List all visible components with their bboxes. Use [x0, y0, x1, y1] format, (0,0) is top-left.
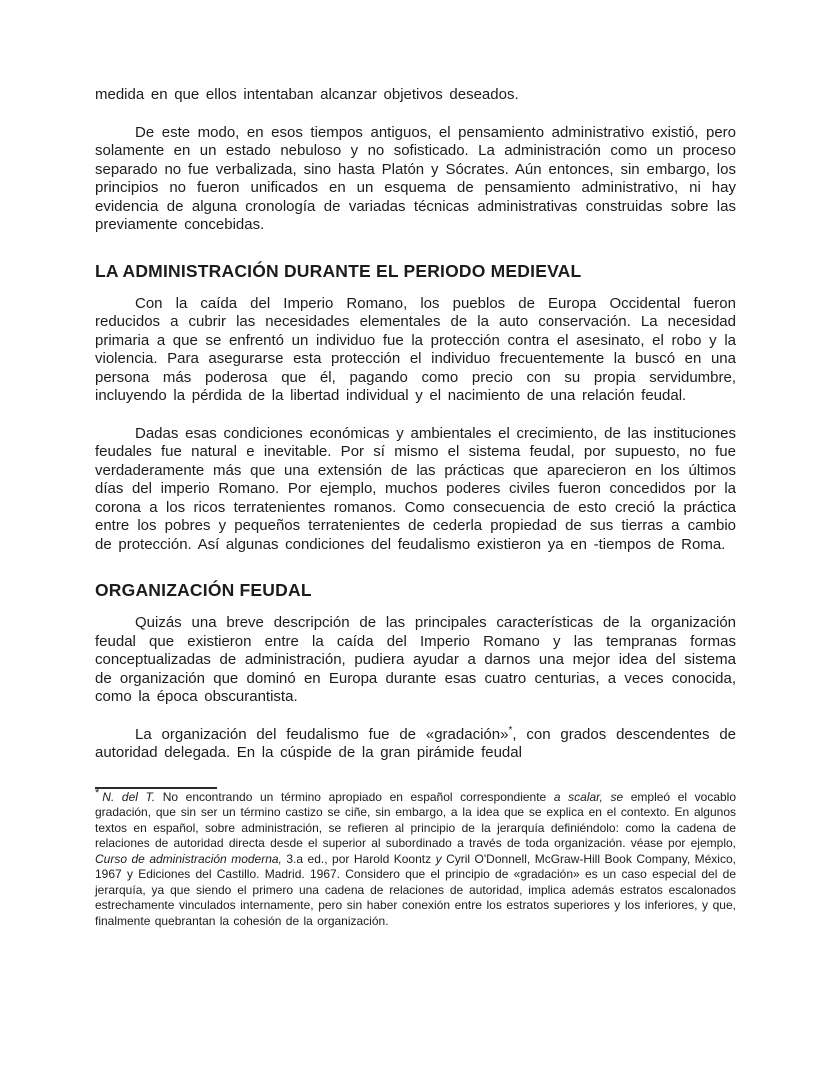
paragraph: Quizás una breve descripción de las principales características de la organización feudal que existieron entre la caída del Imperio Romano y las tempranas formas conceptualizadas de administración, pudiera ayudar a darnos una mejor idea del sistema de organización que dominó en Europa durante esas cuatro centurias, a veces conocida, como la época obscurantista.: [95, 614, 736, 705]
footnote-segment: No encontrando un término apropiado en español correspondiente: [155, 789, 554, 804]
paragraph-with-footnote-ref: [95, 726, 736, 763]
intro-paragraph: medida en que ellos intentaban alcanzar objetivos deseados.: [95, 86, 519, 103]
paragraph: De este modo, en esos tiempos antiguos, el pensamiento administrativo existió, pero solamente en un estado nebuloso y no sofisticado. La administración como un proceso separado no fue verbalizada, sino hasta Platón y Sócrates. Aún entonces, sin embargo, los principios no fueron unificados en un esquema de pensamiento administrativo, ni hay evidencia de alguna cronología de variadas técnicas administrativas construidas sobre las previamente concebidas.: [95, 123, 736, 233]
footnote-segment: a scalar, se: [553, 789, 624, 804]
paragraph-text: La organización del feudalismo fue de «gradación»: [135, 725, 509, 743]
footnote-segment: y: [435, 851, 442, 866]
footnote-reference: *: [508, 724, 513, 736]
footnote-text: [95, 786, 737, 930]
section-heading-feudal: ORGANIZACIÓN FEUDAL: [95, 580, 312, 600]
footnote-segment: Curso de administración moderna,: [95, 851, 282, 866]
paragraph: Dadas esas condiciones económicas y ambientales el crecimiento, de las instituciones feudales fue natural e inevitable. Por sí mismo el sistema feudal, por supuesto, no fue verdaderamente más que una extensión de las prácticas que aparecieron en los últimos días del imperio Romano. Por ejemplo, muchos poderes civiles fueron concedidos por la corona a los ricos terratenientes romanos. Como consecuencia de esto creció la práctica entre los pobres y pequeños terratenientes de cederla propiedad de sus tierras a cambio de protección. Así algunas condiciones del feudalismo existieron ya en -tiempos de Roma.: [95, 424, 736, 553]
paragraph: Con la caída del Imperio Romano, los pueblos de Europa Occidental fueron reducidos a cubrir las necesidades elementales de la auto conservación. La necesidad primaria a que se enfrentó un individuo fue la protección contra el asesinato, el robo y la violencia. Para asegurarse esta protección el individuo frecuentemente la buscó en una persona más poderosa que él, pagando como precio con su propia servidumbre, incluyendo la pérdida de la libertad individual y el nacimiento de una relación feudal.: [95, 294, 736, 404]
footnote-rule: [95, 787, 217, 789]
footnote-segment: empleó el vocablo gradación, que sin ser un término castizo se ciñe, sin embargo, a la idea que se explica en el contexto. En algunos textos en español, sobre administración, se refieren al principio de la jerarquía definiéndolo: como la cadena de relaciones de autoridad directa desde el superior al subordinado a través de toda organización. véase por ejemplo,: [95, 789, 737, 850]
footnote-segment: 3.a ed., por Harold Koontz: [281, 851, 436, 866]
footnote-marker: *: [95, 786, 100, 799]
footnote-segment: Cyril O'Donnell, McGraw-Hill Book Company, México, 1967 y Ediciones del Castillo. Madrid. 1967. Considero que el principio de «gradación» es un caso especial del de jerarquía, ya que siendo el primero una cadena de relaciones de autoridad, implica además estratos escalonados estrechamente vinculados internamente, pero sin haber conexión entre los estratos superiores y los inferiores, y que, finalmente quebrantan la cohesión de la organización.: [95, 851, 736, 928]
paragraph-text: , con grados descendentes de autoridad delegada. En la cúspide de la gran pirámide feudal: [95, 725, 737, 761]
footnote-segment: N. del T.: [102, 789, 156, 804]
section-heading-medieval: LA ADMINISTRACIÓN DURANTE EL PERIODO MEDIEVAL: [95, 260, 582, 281]
footnote: [95, 787, 736, 930]
